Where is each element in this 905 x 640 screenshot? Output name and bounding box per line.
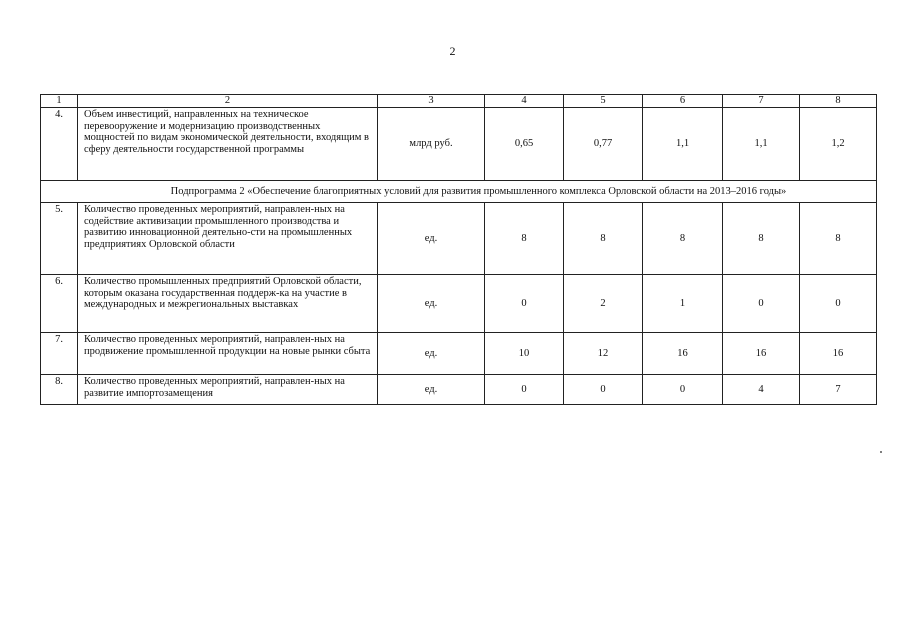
indicators-table	[40, 94, 877, 405]
header-cell: 5	[564, 95, 643, 108]
subprogram-title	[41, 181, 877, 203]
value-cell: 0	[643, 375, 723, 405]
table-row	[41, 375, 877, 405]
row-number: 5.	[41, 203, 78, 275]
value-cell: 1	[643, 275, 723, 333]
value-cell: 12	[564, 333, 643, 375]
unit-cell: ед.	[378, 203, 485, 275]
value-cell: 0	[800, 275, 877, 333]
value-cell: 1,1	[723, 108, 800, 181]
indicator-name: Количество проведенных мероприятий, направлен-ных на продвижение промышленной продукции на новые рынки сбыта	[78, 333, 378, 375]
value-cell: 8	[643, 203, 723, 275]
header-cell: 1	[41, 95, 78, 108]
row-number: 6.	[41, 275, 78, 333]
unit-cell: ед.	[378, 275, 485, 333]
indicator-name: Количество проведенных мероприятий, направлен-ных на содействие активизации промышленного производства и развитию инновационной деятельно-сти на промышленных предприятиях Орловской области	[78, 203, 378, 275]
row-number: 8.	[41, 375, 78, 405]
row-number: 4.	[41, 108, 78, 181]
header-cell: 8	[800, 95, 877, 108]
value-cell: 0,77	[564, 108, 643, 181]
value-cell: 4	[723, 375, 800, 405]
value-cell: 0	[723, 275, 800, 333]
unit-cell: ед.	[378, 375, 485, 405]
table-row	[41, 333, 877, 375]
header-cell: 6	[643, 95, 723, 108]
unit-cell: ед.	[378, 333, 485, 375]
value-cell: 0,65	[485, 108, 564, 181]
value-cell: 16	[643, 333, 723, 375]
unit-cell: млрд руб.	[378, 108, 485, 181]
header-cell: 2	[78, 95, 378, 108]
value-cell: 8	[723, 203, 800, 275]
indicator-name: Объем инвестиций, направленных на техническое перевооружение и модернизацию производственных мощностей по видам экономической деятельности, входящим в сферу деятельности государственной программы	[78, 108, 378, 181]
value-cell: 0	[485, 275, 564, 333]
value-cell: 1,1	[643, 108, 723, 181]
table-row	[41, 203, 877, 275]
value-cell: 2	[564, 275, 643, 333]
value-cell: 10	[485, 333, 564, 375]
subprogram-row	[41, 181, 877, 203]
value-cell: 16	[723, 333, 800, 375]
scan-speck	[880, 451, 882, 453]
header-cell: 4	[485, 95, 564, 108]
indicator-name: Количество промышленных предприятий Орловской области, которым оказана государственная поддерж-ка на участие в международных и межрегиональных выставках	[78, 275, 378, 333]
table-row	[41, 275, 877, 333]
table-row	[41, 108, 877, 181]
row-number: 7.	[41, 333, 78, 375]
indicator-name: Количество проведенных мероприятий, направлен-ных на развитие импортозамещения	[78, 375, 378, 405]
value-cell: 16	[800, 333, 877, 375]
header-row	[41, 95, 877, 108]
value-cell: 8	[485, 203, 564, 275]
value-cell: 8	[800, 203, 877, 275]
value-cell: 8	[564, 203, 643, 275]
value-cell: 0	[485, 375, 564, 405]
value-cell: 0	[564, 375, 643, 405]
page-number: 2	[449, 44, 456, 58]
value-cell: 7	[800, 375, 877, 405]
subprogram-title-text: Подпрограмма 2 «Обеспечение благоприятных условий для развития промышленного комплекса Орловской области на 2013–2016 годы»	[170, 185, 787, 197]
value-cell: 1,2	[800, 108, 877, 181]
header-cell: 7	[723, 95, 800, 108]
header-cell: 3	[378, 95, 485, 108]
